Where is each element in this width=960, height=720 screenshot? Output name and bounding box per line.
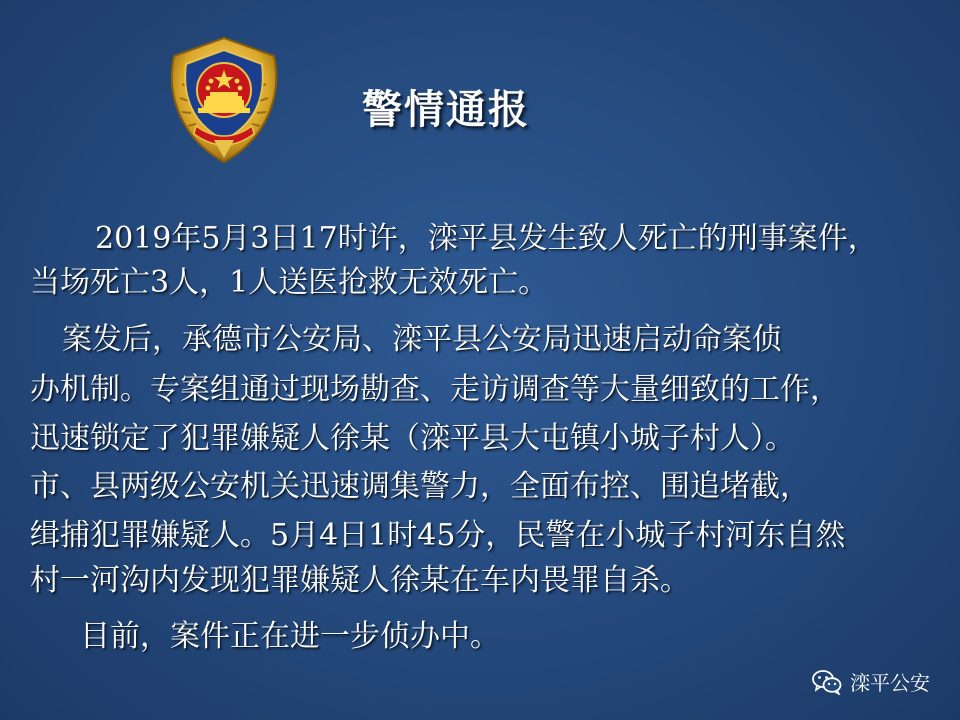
paragraph-line: 目前，案件正在进一步侦办中。	[80, 619, 500, 654]
paragraph-line: 迅速锁定了犯罪嫌疑人徐某（滦平县大屯镇小城子村人）。	[30, 421, 795, 456]
paragraph-line: 村一河沟内发现犯罪嫌疑人徐某在车内畏罪自杀。	[30, 563, 690, 598]
wechat-watermark	[812, 667, 930, 696]
paragraph-line: 当场死亡3人，1人送医抢救无效死亡。	[30, 265, 549, 300]
paragraph-line: 办机制。专案组通过现场勘查、走访调查等大量细致的工作，	[30, 372, 840, 407]
page-title: 警情通报	[362, 87, 530, 133]
paragraph-line: 市、县两级公安机关迅速调集警力，全面布控、围追堵截，	[30, 469, 810, 504]
paragraph-line: 2019年5月3日17时许，滦平县发生致人死亡的刑事案件，	[95, 221, 878, 256]
account-name: 滦平公安	[850, 671, 930, 695]
paragraph-line: 缉捕犯罪嫌疑人。5月4日1时45分，民警在小城子村河东自然	[30, 518, 846, 553]
paragraph-line: 案发后，承德市公安局、滦平县公安局迅速启动命案侦	[62, 322, 782, 357]
wechat-icon	[812, 669, 842, 695]
